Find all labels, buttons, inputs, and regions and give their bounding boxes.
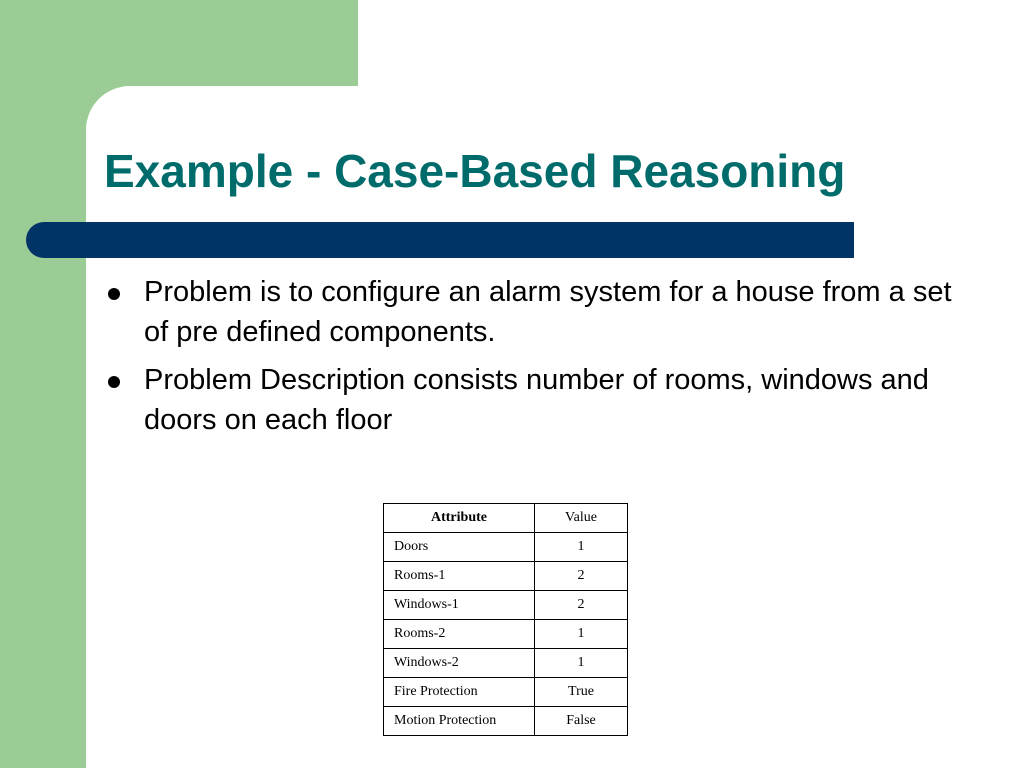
- bullet-item: [104, 360, 964, 440]
- attribute-cell: Motion Protection: [384, 707, 535, 736]
- attribute-cell: Rooms-1: [384, 562, 535, 591]
- title-underline-bar: [26, 222, 854, 258]
- attribute-cell: Doors: [384, 533, 535, 562]
- table-row: [384, 678, 628, 707]
- attribute-cell: Rooms-2: [384, 620, 535, 649]
- attribute-cell: Fire Protection: [384, 678, 535, 707]
- value-cell: False: [535, 707, 628, 736]
- table-header-row: [384, 504, 628, 533]
- bullet-item: [104, 272, 964, 352]
- attribute-cell: Windows-1: [384, 591, 535, 620]
- value-cell: True: [535, 678, 628, 707]
- bullet-icon: [108, 376, 120, 388]
- attribute-cell: Windows-2: [384, 649, 535, 678]
- table-row: [384, 649, 628, 678]
- bullet-text: Problem is to configure an alarm system for a house from a set of pre defined components.: [144, 276, 952, 348]
- table-row: [384, 620, 628, 649]
- value-cell: 1: [535, 620, 628, 649]
- value-cell: 2: [535, 591, 628, 620]
- table-row: [384, 707, 628, 736]
- bullet-list: [104, 272, 964, 448]
- table-row: [384, 591, 628, 620]
- value-cell: 1: [535, 649, 628, 678]
- table-row: [384, 562, 628, 591]
- value-cell: 2: [535, 562, 628, 591]
- slide-title: Example - Case-Based Reasoning: [104, 145, 846, 197]
- value-cell: 1: [535, 533, 628, 562]
- table-row: [384, 533, 628, 562]
- case-attribute-table: [383, 503, 628, 736]
- value-column-header: Value: [535, 504, 628, 533]
- bullet-text: Problem Description consists number of rooms, windows and doors on each floor: [144, 364, 929, 436]
- attribute-column-header: Attribute: [384, 504, 535, 533]
- bullet-icon: [108, 288, 120, 300]
